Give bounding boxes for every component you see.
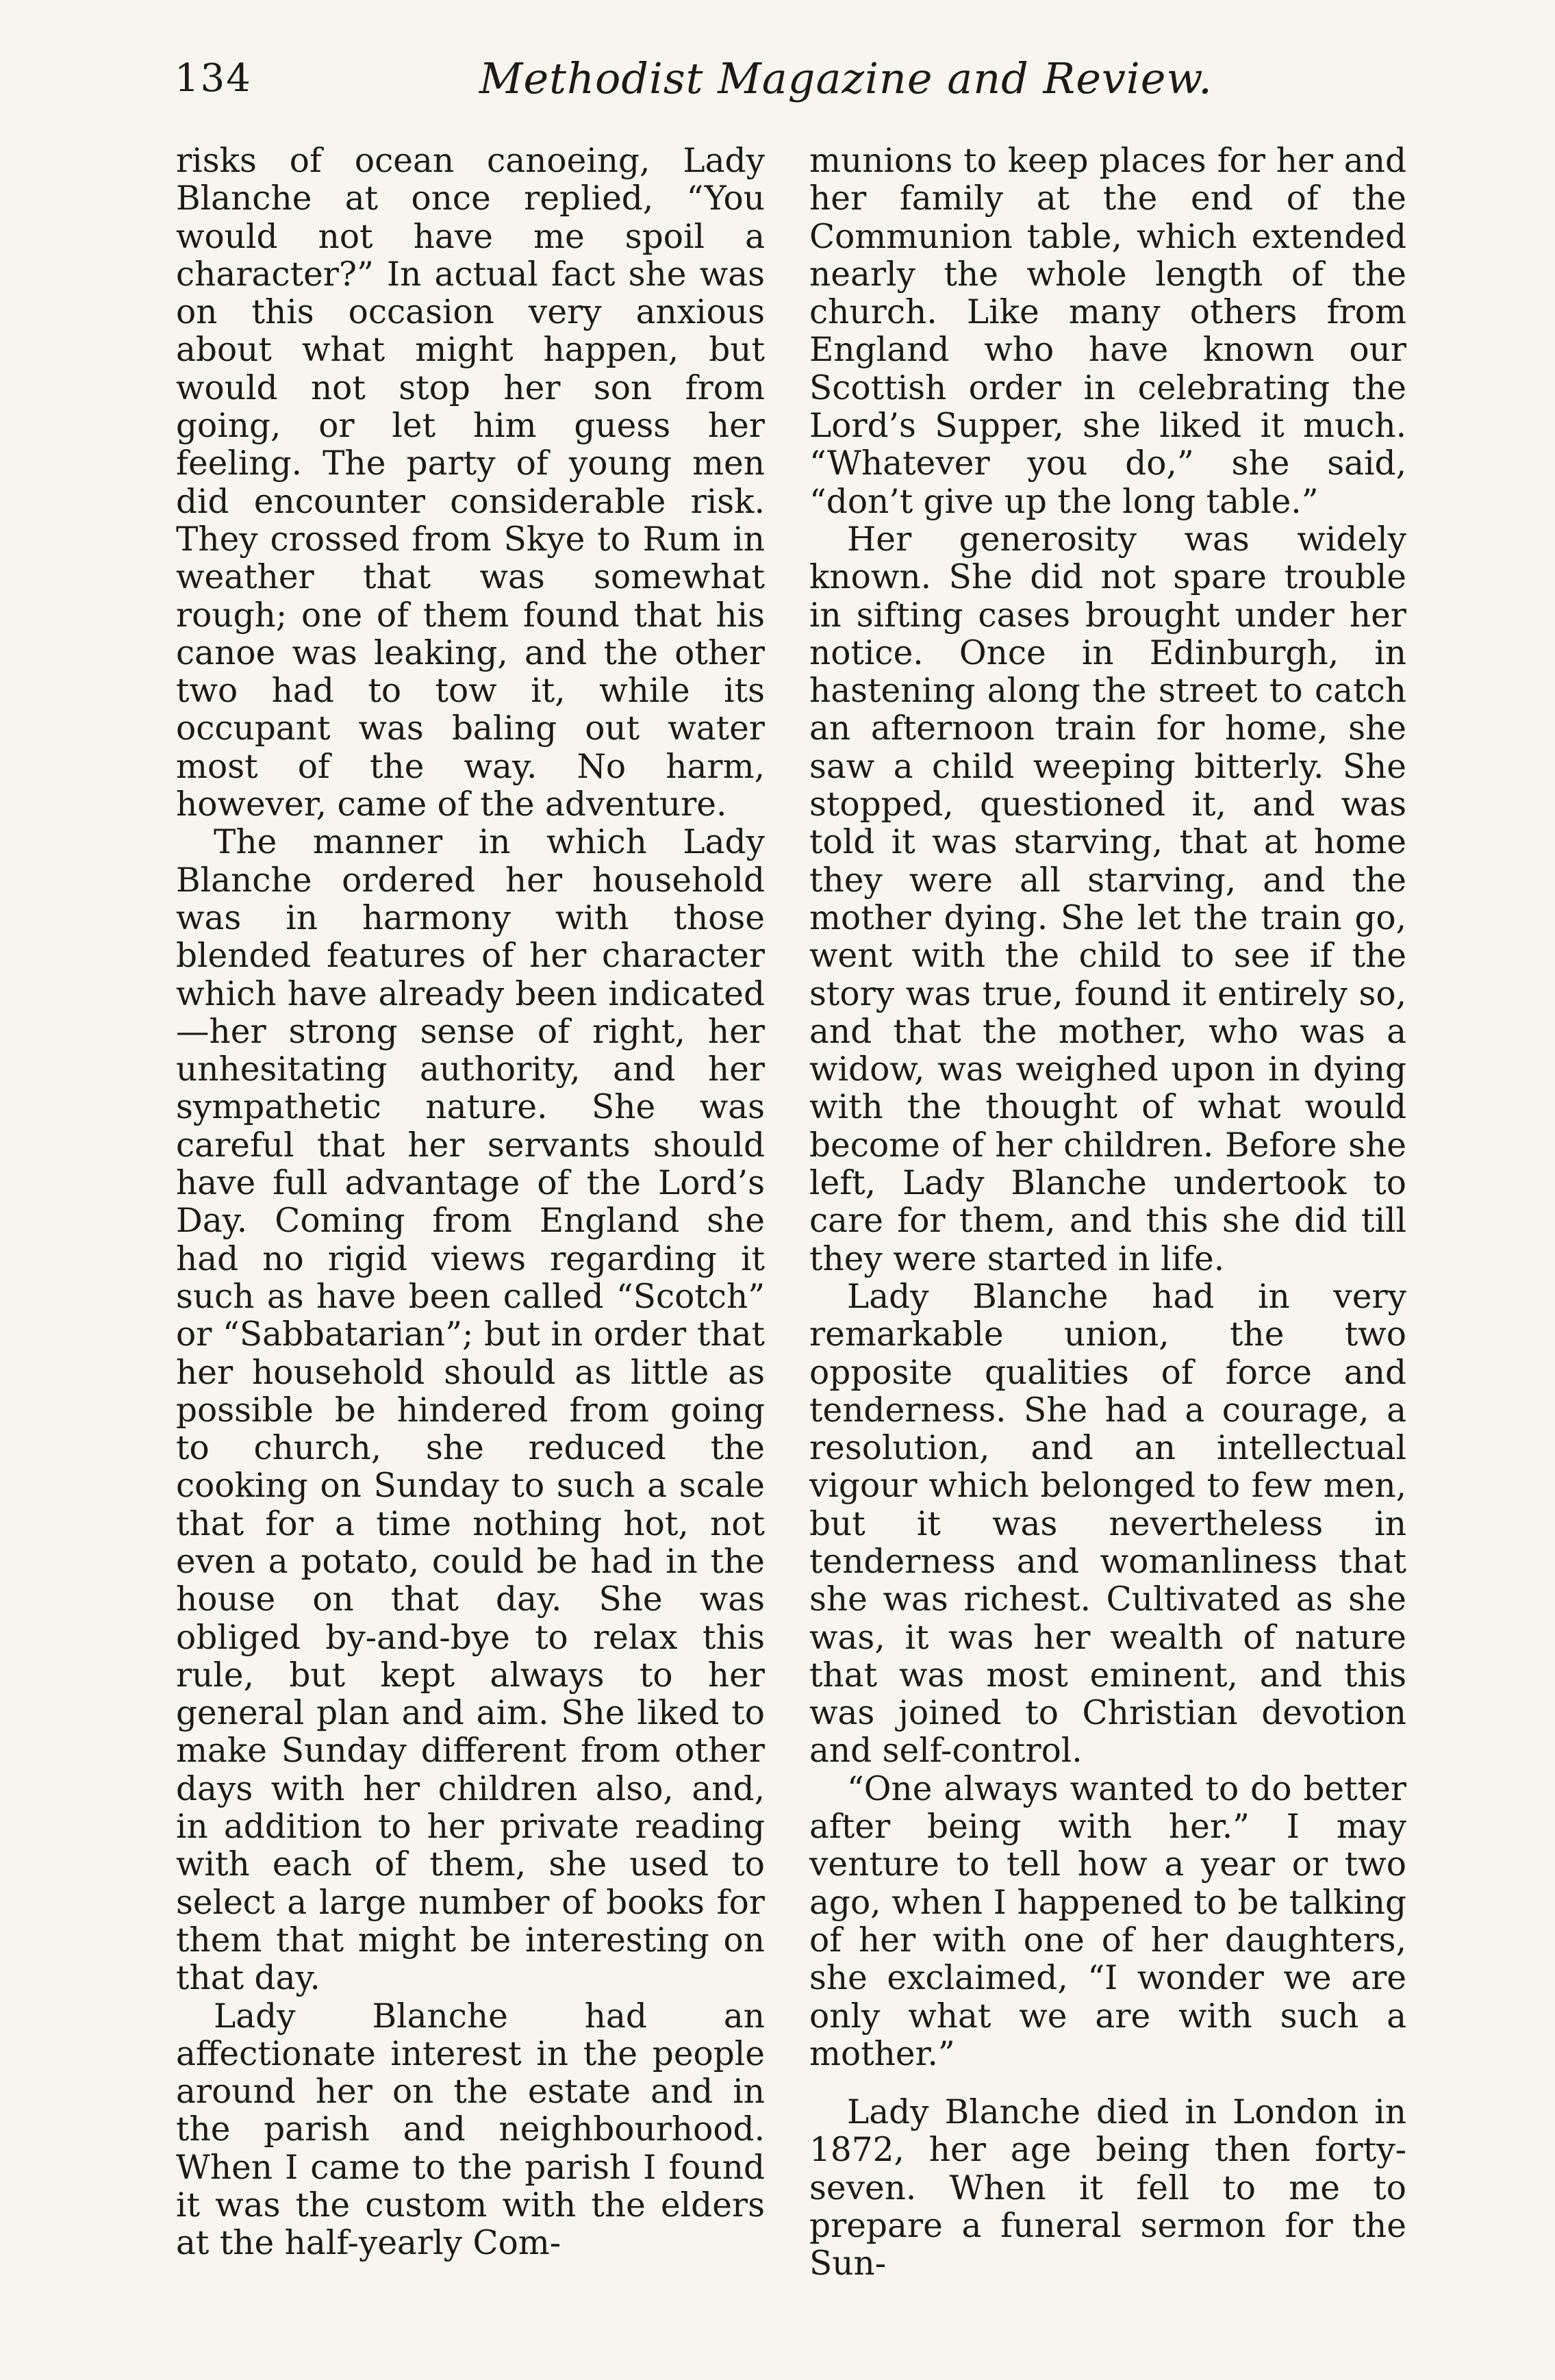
left-paragraph-3: Lady Blanche had an affectionate interest in the people around her on the estate and in the parish and neighbourhood. When I came to the parish I found it was the custom with the elders at the half-yearly Com- bbox=[176, 1997, 765, 2263]
right-paragraph-1: munions to keep places for her and her family at the end of the Communion table, which extended nearly the whole length of the church. Like many others from England who have known our Scottish order in celebrating the Lord’s Supper, she liked it much. “Whatever you do,” she said, “don’t give up the long table.” bbox=[809, 142, 1406, 521]
right-paragraph-5: Lady Blanche died in London in 1872, her age being then forty-seven. When it fell to me to prepare a funeral sermon for the Sun- bbox=[809, 2093, 1406, 2283]
running-title: Methodist Magazine and Review. bbox=[479, 53, 1213, 103]
page-number: 134 bbox=[175, 56, 252, 101]
left-paragraph-1: risks of ocean canoeing, Lady Blanche at once replied, “You would not have me spoil a character?” In actual fact she was on this occasion very anxious about what might happen, but would not stop her son from going, or let him guess her feeling. The party of young men did encounter considerable risk. They crossed from Skye to Rum in weather that was somewhat rough; one of them found that his canoe was leaking, and the other two had to tow it, while its occupant was baling out water most of the way. No harm, however, came of the adventure. bbox=[176, 142, 765, 824]
left-paragraph-2: The manner in which Lady Blanche ordered her household was in harmony with those blended features of her character which have already been indicated—her strong sense of right, her unhesitating authority, and her sympathetic nature. She was careful that her servants should have full advantage of the Lord’s Day. Coming from England she had no rigid views regarding it such as have been called “Scotch” or “Sabbatarian”; but in order that her household should as little as possible be hindered from going to church, she reduced the cooking on Sunday to such a scale that for a time nothing hot, not even a potato, could be had in the house on that day. She was obliged by-and-bye to relax this rule, but kept always to her general plan and aim. She liked to make Sunday different from other days with her children also, and, in addition to her private reading with each of them, she used to select a large number of books for them that might be interesting on that day. bbox=[176, 823, 765, 1998]
right-paragraph-3: Lady Blanche had in very remarkable union, the two opposite qualities of force and tenderness. She had a courage, a resolution, and an intellectual vigour which belonged to few men, but it was nevertheless in tenderness and womanliness that she was richest. Cultivated as she was, it was her wealth of nature that was most eminent, and this was joined to Christian devotion and self-control. bbox=[809, 1277, 1406, 1771]
page-header bbox=[0, 0, 1555, 137]
right-paragraph-4: “One always wanted to do better after being with her.” I may venture to tell how a year or two ago, when I happened to be talking of her with one of her daughters, she exclaimed, “I wonder we are only what we are with such a mother.” bbox=[809, 1769, 1406, 2073]
left-column bbox=[176, 142, 765, 2263]
right-column bbox=[809, 142, 1406, 2283]
right-paragraph-2: Her generosity was widely known. She did not spare trouble in sifting cases brought under her notice. Once in Edinburgh, in hastening along the street to catch an afternoon train for home, she saw a child weeping bitterly. She stopped, questioned it, and was told it was starving, that at home they were all starving, and the mother dying. She let the train go, went with the child to see if the story was true, found it entirely so, and that the mother, who was a widow, was weighed upon in dying with the thought of what would become of her children. Before she left, Lady Blanche undertook to care for them, and this she did till they were started in life. bbox=[809, 520, 1406, 1278]
